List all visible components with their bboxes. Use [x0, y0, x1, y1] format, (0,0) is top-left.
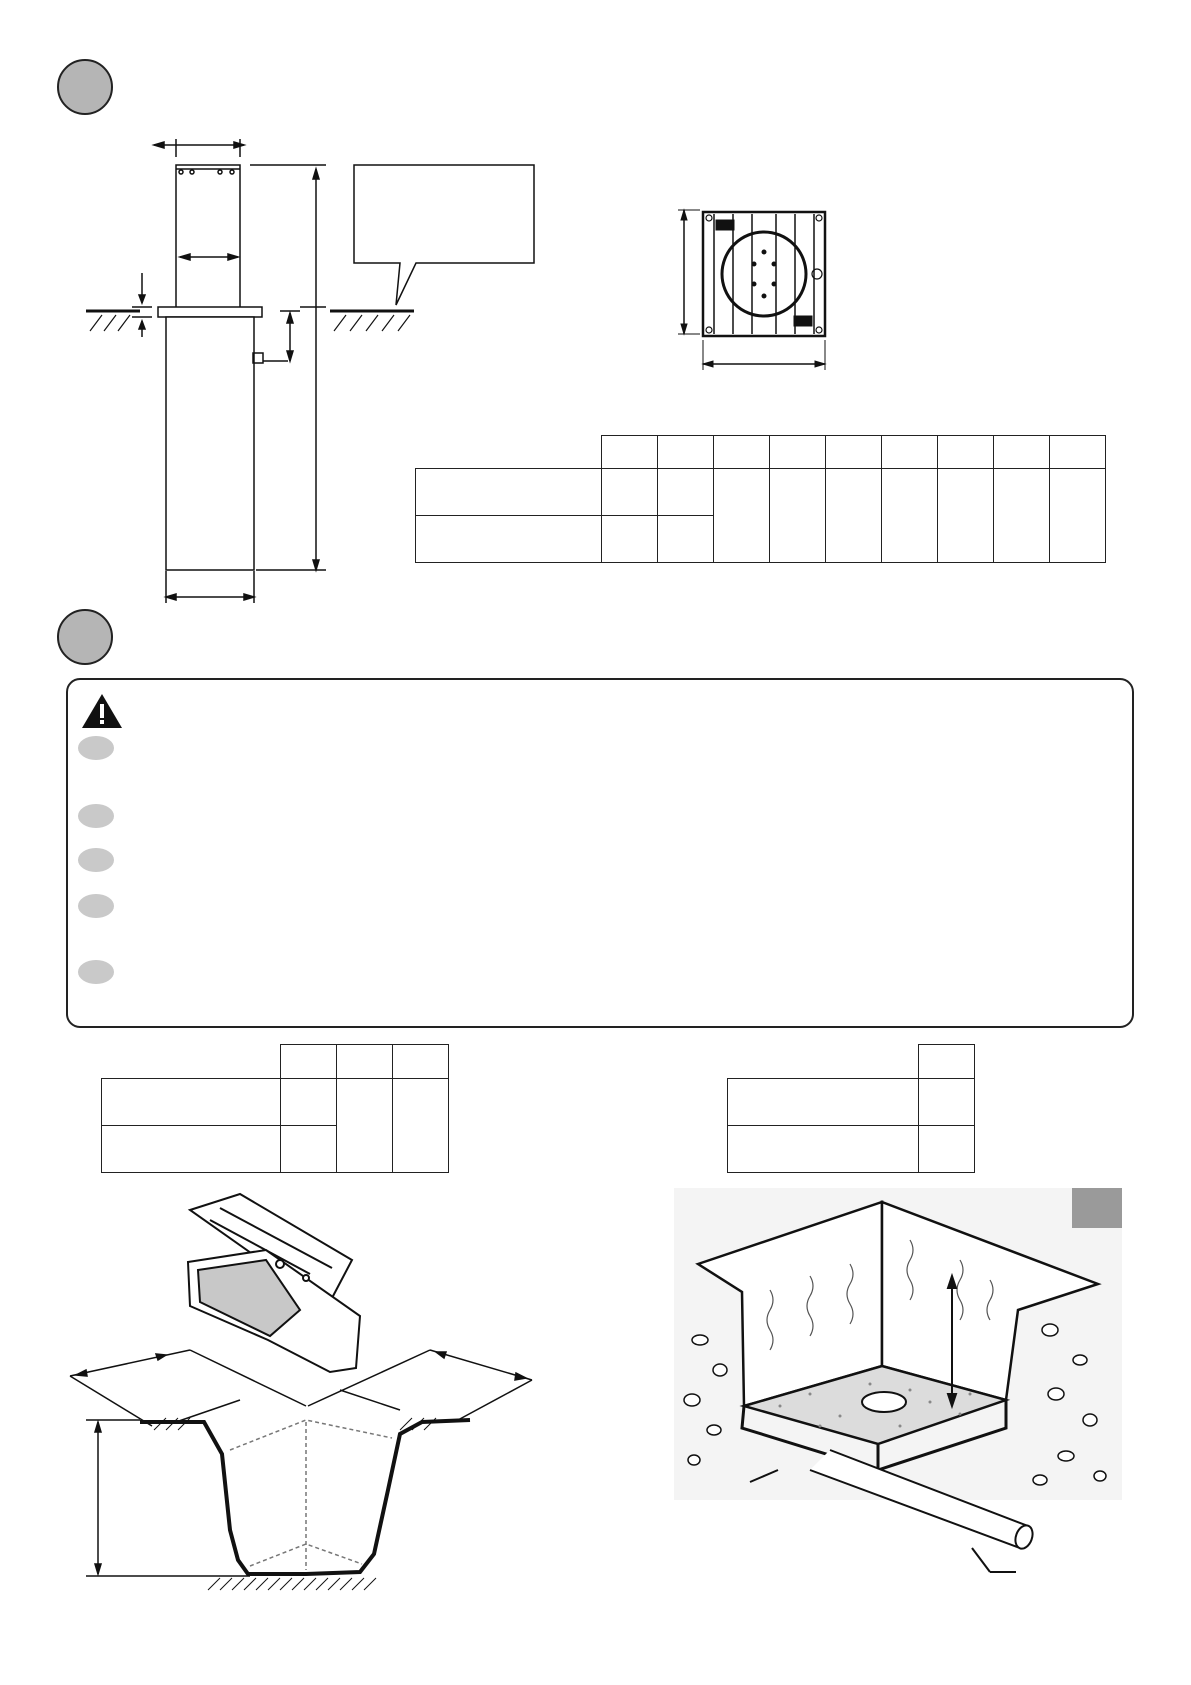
- table-row-label: [102, 1078, 281, 1125]
- table-header-cell: [657, 436, 713, 469]
- warning-triangle-icon: [80, 692, 124, 730]
- table-cell: [1049, 468, 1105, 562]
- table-corner: [102, 1045, 281, 1079]
- table-cell: [713, 468, 769, 562]
- note-bullet: [78, 894, 114, 918]
- table-header-cell: [825, 436, 881, 469]
- table-cell: [601, 468, 657, 515]
- table-cell: [392, 1078, 448, 1172]
- table-row: [728, 1125, 975, 1172]
- table-row: [728, 1078, 975, 1125]
- table-cell: [657, 468, 713, 515]
- table-row-label: [416, 515, 602, 562]
- step-2-marker: [57, 609, 113, 665]
- table-row: [416, 436, 1106, 469]
- table-cell: [918, 1078, 974, 1125]
- table-cell: [769, 468, 825, 562]
- excavation-table: [101, 1044, 449, 1173]
- table-header-cell: [392, 1045, 448, 1079]
- table-cell: [601, 515, 657, 562]
- table-header-cell: [601, 436, 657, 469]
- foundation-illustration: [670, 1180, 1130, 1600]
- table-cell: [280, 1078, 336, 1125]
- table-cell: [657, 515, 713, 562]
- table-row: [728, 1045, 975, 1079]
- note-bullet: [78, 804, 114, 828]
- table-header-cell: [713, 436, 769, 469]
- step-1-marker: [57, 59, 113, 115]
- table-header-cell: [280, 1045, 336, 1079]
- table-row-label: [416, 468, 602, 515]
- excavation-illustration: [70, 1190, 570, 1620]
- table-row: [102, 1045, 449, 1079]
- table-row-label: [728, 1125, 919, 1172]
- table-row: [416, 468, 1106, 515]
- note-bullet: [78, 960, 114, 984]
- table-header-cell: [336, 1045, 392, 1079]
- table-cell: [937, 468, 993, 562]
- note-bullet: [78, 848, 114, 872]
- warning-panel: [66, 678, 1134, 1028]
- table-header-cell: [993, 436, 1049, 469]
- table-corner: [416, 436, 602, 469]
- table-header-cell: [881, 436, 937, 469]
- table-row-label: [102, 1125, 281, 1172]
- table-corner: [728, 1045, 919, 1079]
- table-cell: [825, 468, 881, 562]
- table-cell: [993, 468, 1049, 562]
- note-bullet: [78, 736, 114, 760]
- table-header-cell: [918, 1045, 974, 1079]
- table-cell: [881, 468, 937, 562]
- foundation-table: [727, 1044, 975, 1173]
- table-row-label: [728, 1078, 919, 1125]
- table-header-cell: [769, 436, 825, 469]
- table-cell: [336, 1078, 392, 1172]
- table-header-cell: [937, 436, 993, 469]
- table-row: [102, 1078, 449, 1125]
- base-plate-top-view-drawing: [676, 206, 856, 376]
- table-cell: [918, 1125, 974, 1172]
- table-cell: [280, 1125, 336, 1172]
- dimensions-table: [415, 435, 1106, 563]
- table-header-cell: [1049, 436, 1105, 469]
